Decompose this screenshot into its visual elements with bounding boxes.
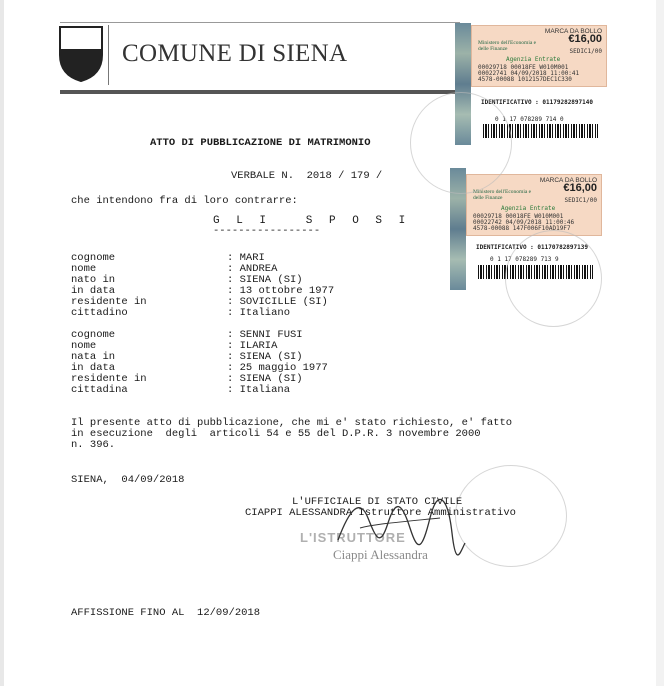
stamp-line: 4578-00088 147F006F10AD19F7 bbox=[473, 225, 571, 232]
field-value: : 13 ottobre 1977 bbox=[227, 285, 335, 297]
stamp-code: SEDIC1/00 bbox=[569, 48, 602, 55]
field-label: nato in bbox=[71, 274, 116, 286]
field-label: residente in bbox=[71, 373, 147, 385]
field-value: : Italiana bbox=[227, 384, 291, 396]
header-top-rule bbox=[60, 22, 460, 23]
stamp-ministry: Ministero dell'Economia e delle Finanze bbox=[473, 189, 532, 201]
field-label: cognome bbox=[71, 329, 116, 341]
stamp-line: 00029718 00018FE W010M001 bbox=[473, 213, 564, 220]
field-label: nome bbox=[71, 340, 97, 352]
stamp-line: 00022742 04/09/2018 11:00:46 bbox=[473, 219, 575, 226]
sposi-underline: ----------------- bbox=[213, 225, 321, 237]
stamp-barcode-number: 0 1 17 078289 713 9 bbox=[490, 256, 559, 263]
siena-coat-of-arms-icon bbox=[58, 25, 104, 83]
header-divider bbox=[108, 25, 109, 85]
stamp-ministry: Ministero dell'Economia e delle Finanze bbox=[478, 40, 537, 52]
field-label: cognome bbox=[71, 252, 116, 264]
stamp-label: MARCA DA BOLLO bbox=[544, 28, 602, 35]
intro-text: che intendono fra di loro contrarre: bbox=[71, 195, 298, 207]
field-label: nata in bbox=[71, 351, 116, 363]
field-value: : SIENA (SI) bbox=[227, 274, 303, 286]
header-bottom-rule bbox=[60, 90, 455, 94]
stamp-face bbox=[471, 25, 607, 87]
official-stamp-text: L'ISTRUTTORE bbox=[300, 530, 406, 545]
municipality-title: COMUNE DI SIENA bbox=[122, 40, 348, 67]
postmark-circle bbox=[410, 92, 512, 194]
field-label: nome bbox=[71, 263, 97, 275]
field-value: : ANDREA bbox=[227, 263, 278, 275]
stamp-value: €16,00 bbox=[568, 33, 602, 45]
field-value: : MARI bbox=[227, 252, 265, 264]
official-stamp-name: Ciappi Alessandra bbox=[333, 547, 428, 562]
field-value: : SENNI FUSI bbox=[227, 329, 303, 341]
stamp-code: SEDIC1/00 bbox=[564, 197, 597, 204]
scan-left-edge bbox=[0, 0, 4, 686]
place-date: SIENA, 04/09/2018 bbox=[71, 474, 185, 486]
officer-name: CIAPPI ALESSANDRA Istruttore Amministrativo bbox=[245, 507, 516, 519]
field-value: : Italiano bbox=[227, 307, 291, 319]
stamp-identifier: IDENTIFICATIVO : 01170782897139 bbox=[476, 244, 588, 251]
field-label: cittadina bbox=[71, 384, 128, 396]
stamp-line: 00022741 04/09/2018 11:00:41 bbox=[478, 70, 580, 77]
field-value: : SIENA (SI) bbox=[227, 351, 303, 363]
field-value: : SOVICILLE (SI) bbox=[227, 296, 328, 308]
stamp-agency: Agenzia Entrate bbox=[506, 56, 561, 63]
handwritten-signature-icon bbox=[330, 488, 470, 563]
paragraph-line: Il presente atto di pubblicazione, che mi e' stato richiesto, e' fatto bbox=[71, 417, 513, 429]
paragraph-line: in esecuzione degli articoli 54 e 55 del D.P.R. 3 novembre 2000 bbox=[71, 428, 481, 440]
stamp-barcode-number: 0 1 17 078289 714 0 bbox=[495, 116, 564, 123]
stamp-label: MARCA DA BOLLO bbox=[539, 177, 597, 184]
field-value: : 25 maggio 1977 bbox=[227, 362, 328, 374]
affissione-line: AFFISSIONE FINO AL 12/09/2018 bbox=[71, 607, 261, 619]
sposi-heading: G L I S P O S I bbox=[213, 215, 411, 227]
stamp-line: 4578-00088 1012157DEC1C330 bbox=[478, 76, 572, 83]
stamp-value: €16,00 bbox=[563, 182, 597, 194]
stamp-identifier: IDENTIFICATIVO : 01179282897140 bbox=[481, 99, 593, 106]
field-label: in data bbox=[71, 362, 116, 374]
paragraph-line: n. 396. bbox=[71, 439, 116, 451]
field-label: in data bbox=[71, 285, 116, 297]
stamp-agency: Agenzia Entrate bbox=[501, 205, 556, 212]
officer-title: L'UFFICIALE DI STATO CIVILE bbox=[292, 496, 463, 508]
scan-right-edge bbox=[656, 0, 664, 686]
field-label: residente in bbox=[71, 296, 147, 308]
field-value: : ILARIA bbox=[227, 340, 278, 352]
postmark-circle bbox=[505, 230, 602, 327]
verbale-number: VERBALE N. 2018 / 179 / bbox=[231, 170, 383, 182]
document-title: ATTO DI PUBBLICAZIONE DI MATRIMONIO bbox=[150, 137, 371, 149]
field-label: cittadino bbox=[71, 307, 128, 319]
field-value: : SIENA (SI) bbox=[227, 373, 303, 385]
stamp-line: 00029718 00018FE W010M001 bbox=[478, 64, 569, 71]
